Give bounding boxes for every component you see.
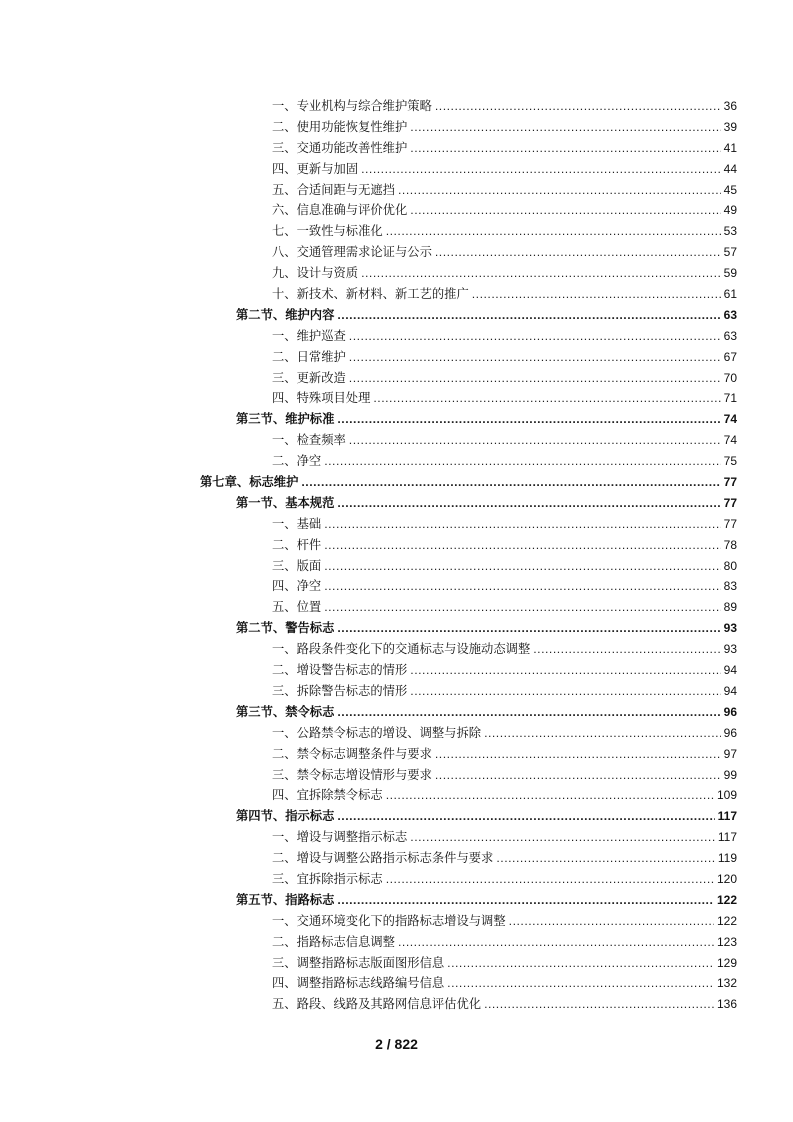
toc-item-entry[interactable] [0,430,793,451]
toc-item-entry[interactable] [0,180,793,201]
toc-entry-page: 63 [723,328,737,343]
page-number: 2 / 822 [375,1036,418,1052]
dot-leader [410,200,720,221]
toc-entry-page: 94 [723,683,737,698]
toc-entry-page: 44 [723,161,737,176]
toc-entry-page: 77 [723,495,737,510]
toc-entry-page: 117 [717,809,737,824]
dot-leader [337,702,720,723]
toc-item-entry[interactable] [0,200,793,221]
toc-entry-page: 97 [723,746,737,761]
toc-item-entry[interactable] [0,347,793,368]
dot-leader [324,556,720,577]
toc-entry-title: 三、拆除警告标志的情形 [272,683,408,698]
dot-leader [386,785,714,806]
toc-entry-title: 四、宜拆除禁令标志 [272,788,383,803]
toc-entry-title: 第二节、维护内容 [236,307,335,322]
toc-item-entry[interactable] [0,263,793,284]
toc-entry-page: 41 [723,140,737,155]
dot-leader [349,368,721,389]
toc-entry-title: 四、特殊项目处理 [272,391,371,406]
dot-leader [484,994,714,1015]
toc-entry-title: 三、交通功能改善性维护 [272,140,408,155]
toc-entry-title: 八、交通管理需求论证与公示 [272,245,432,260]
dot-leader [386,869,714,890]
toc-item-entry[interactable] [0,159,793,180]
toc-entry-page: 74 [723,433,737,448]
toc-entry-page: 94 [723,663,737,678]
dot-leader [349,430,721,451]
dot-leader [509,911,714,932]
toc-item-entry[interactable] [0,576,793,597]
dot-leader [361,159,721,180]
toc-entry-page: 96 [723,704,737,719]
toc-entry-title: 十、新技术、新材料、新工艺的推广 [272,287,469,302]
toc-entry-page: 63 [723,307,737,322]
toc-entry-page: 77 [723,516,737,531]
dot-leader [496,848,715,869]
toc-entry-title: 五、位置 [272,600,322,615]
toc-item-entry[interactable] [0,681,793,702]
toc-item-entry[interactable] [0,911,793,932]
toc-entry-page: 93 [723,642,737,657]
dot-leader [484,723,721,744]
toc-entry-title: 四、更新与加固 [272,161,359,176]
toc-entry-title: 二、日常维护 [272,349,346,364]
toc-entry-title: 一、专业机构与综合维护策略 [272,99,432,113]
toc-item-entry[interactable] [0,451,793,472]
toc-item-entry[interactable] [0,639,793,660]
toc-entry-title: 一、维护巡查 [272,328,346,343]
toc-entry-title: 三、禁令标志增设情形与要求 [272,767,432,782]
toc-item-entry[interactable] [0,827,793,848]
toc-entry-page: 75 [723,454,737,469]
toc-chapter-entry[interactable] [0,472,793,493]
toc-section-entry[interactable] [0,305,793,326]
toc-entry-page: 80 [723,558,737,573]
dot-leader [301,472,720,493]
toc-entry-title: 三、更新改造 [272,370,346,385]
dot-leader [337,305,720,326]
dot-leader [324,514,720,535]
dot-leader [410,138,720,159]
toc-item-entry[interactable] [0,848,793,869]
dot-leader [410,117,720,138]
dot-leader [410,681,720,702]
dot-leader [337,618,720,639]
dot-leader [324,597,720,618]
toc-item-entry[interactable] [0,514,793,535]
toc-entry-page: 123 [716,934,737,949]
toc-entry-page: 119 [717,851,737,866]
toc-entry-title: 一、基础 [272,516,322,531]
toc-section-entry[interactable] [0,890,793,911]
toc-entry-page: 96 [723,725,737,740]
toc-entry-title: 七、一致性与标准化 [272,224,383,239]
dot-leader [349,347,721,368]
toc-entry-page: 117 [717,830,737,845]
toc-entry-title: 五、合适间距与无遮挡 [272,182,395,197]
toc-item-entry[interactable] [0,953,793,974]
toc-item-entry[interactable] [0,765,793,786]
toc-entry-title: 四、净空 [272,579,322,594]
toc-entry-page: 93 [723,621,737,636]
toc-entry-page: 132 [716,976,737,991]
toc-entry-title: 二、增设警告标志的情形 [272,663,408,678]
toc-entry-title: 三、宜拆除指示标志 [272,871,383,886]
toc-entry-page: 74 [723,412,737,427]
toc-entry-page: 57 [723,245,737,260]
toc-item-entry[interactable] [0,932,793,953]
toc-item-entry[interactable] [0,973,793,994]
dot-leader [337,409,720,430]
toc-item-entry[interactable] [0,138,793,159]
dot-leader [447,973,714,994]
toc-entry-title: 三、调整指路标志版面图形信息 [272,955,445,970]
toc-entry-page: 49 [723,203,737,218]
dot-leader [435,744,721,765]
toc-entry-page: 122 [716,913,737,928]
toc-entry-title: 二、使用功能恢复性维护 [272,119,408,134]
toc-entry-title: 九、设计与资质 [272,266,359,281]
toc-entry-page: 136 [716,997,737,1012]
toc-entry-title: 第三节、禁令标志 [236,704,335,719]
dot-leader [435,765,721,786]
toc-item-entry[interactable] [0,96,793,117]
toc-entry-page: 120 [716,871,737,886]
toc-entry-title: 第三节、维护标准 [236,412,335,427]
dot-leader [410,660,720,681]
dot-leader [398,932,714,953]
toc-item-entry[interactable] [0,221,793,242]
toc-entry-page: 70 [723,370,737,385]
toc-item-entry[interactable] [0,660,793,681]
toc-entry-title: 第五节、指路标志 [236,892,335,907]
toc-entry-page: 99 [723,767,737,782]
dot-leader [324,535,720,556]
toc-entry-title: 二、增设与调整公路指示标志条件与要求 [272,851,494,866]
toc-entry-title: 二、杆件 [272,537,322,552]
toc-entry-title: 一、检查频率 [272,433,346,448]
toc-item-entry[interactable] [0,744,793,765]
toc-entry-page: 67 [723,349,737,364]
toc-entry-page: 78 [723,537,737,552]
toc-entry-title: 一、路段条件变化下的交通标志与设施动态调整 [272,642,531,657]
toc-item-entry[interactable] [0,326,793,347]
dot-leader [337,806,714,827]
toc-item-entry[interactable] [0,994,793,1015]
dot-leader [472,284,721,305]
toc-entry-title: 二、净空 [272,454,322,469]
toc-entry-title: 一、增设与调整指示标志 [272,830,408,845]
toc-entry-title: 第四节、指示标志 [236,809,335,824]
dot-leader [447,953,714,974]
toc-item-entry[interactable] [0,785,793,806]
toc-entry-page: 39 [723,119,737,134]
dot-leader [435,242,721,263]
toc-entry-title: 六、信息准确与评价优化 [272,203,408,218]
toc-entry-title: 四、调整指路标志线路编号信息 [272,976,445,991]
toc-entry-title: 三、版面 [272,558,322,573]
toc-entry-title: 一、交通环境变化下的指路标志增设与调整 [272,913,506,928]
dot-leader [373,388,720,409]
dot-leader [386,221,721,242]
toc-entry-page: 45 [723,182,737,197]
toc-entry-page: 89 [723,600,737,615]
dot-leader [337,890,714,911]
dot-leader [533,639,720,660]
toc-item-entry[interactable] [0,869,793,890]
toc-section-entry[interactable] [0,493,793,514]
toc-item-entry[interactable] [0,597,793,618]
toc-item-entry[interactable] [0,556,793,577]
dot-leader [337,493,720,514]
dot-leader [324,451,720,472]
dot-leader [324,576,720,597]
toc-entry-title: 第二节、警告标志 [236,621,335,636]
toc-item-entry[interactable] [0,117,793,138]
dot-leader [435,96,721,117]
toc-section-entry[interactable] [0,806,793,827]
toc-section-entry[interactable] [0,409,793,430]
toc-entry-title: 一、公路禁令标志的增设、调整与拆除 [272,725,482,740]
toc-item-entry[interactable] [0,284,793,305]
toc-entry-page: 129 [716,955,737,970]
toc-entry-page: 83 [723,579,737,594]
toc-section-entry[interactable] [0,618,793,639]
toc-item-entry[interactable] [0,723,793,744]
toc-entry-page: 36 [723,99,737,113]
dot-leader [361,263,721,284]
table-of-contents [0,96,793,1015]
toc-entry-page: 122 [716,892,737,907]
toc-entry-title: 二、指路标志信息调整 [272,934,395,949]
toc-entry-title: 第七章、标志维护 [200,475,299,490]
dot-leader [349,326,721,347]
toc-section-entry[interactable] [0,702,793,723]
toc-entry-page: 77 [723,475,737,490]
toc-entry-title: 二、禁令标志调整条件与要求 [272,746,432,761]
toc-item-entry[interactable] [0,388,793,409]
dot-leader [398,180,721,201]
toc-entry-title: 五、路段、线路及其路网信息评估优化 [272,997,482,1012]
toc-entry-title: 第一节、基本规范 [236,495,335,510]
toc-entry-page: 59 [723,266,737,281]
toc-entry-page: 109 [716,788,737,803]
toc-item-entry[interactable] [0,368,793,389]
toc-entry-page: 61 [723,287,737,302]
dot-leader [410,827,715,848]
toc-item-entry[interactable] [0,242,793,263]
toc-entry-page: 53 [723,224,737,239]
toc-item-entry[interactable] [0,535,793,556]
toc-entry-page: 71 [723,391,737,406]
